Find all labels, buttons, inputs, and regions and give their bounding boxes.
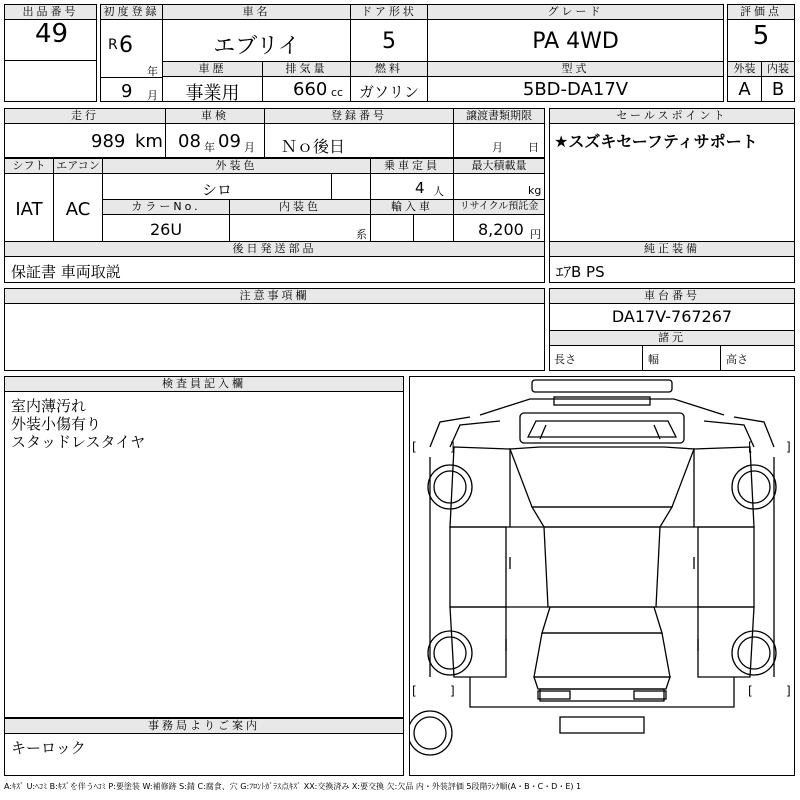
inspector-box xyxy=(4,376,404,718)
grade-box xyxy=(427,4,724,62)
reg-year: 6 xyxy=(119,33,133,58)
fuel-box xyxy=(350,61,428,102)
lot-number-label: 出品番号 xyxy=(5,5,96,20)
ext-grade: A xyxy=(738,79,751,100)
dims-label: 諸元 xyxy=(550,331,794,346)
width-label: 幅 xyxy=(648,353,659,366)
displacement-unit: cc xyxy=(331,86,344,99)
svg-text:[: [ xyxy=(412,684,417,698)
displacement: 660 xyxy=(293,79,328,100)
reg-month: 9 xyxy=(121,81,133,102)
int-color-unit: 系 xyxy=(356,228,367,241)
length-label: 長さ xyxy=(554,353,576,366)
year-unit: 年 xyxy=(147,65,158,78)
first-registration-label: 初度登録 xyxy=(101,5,162,20)
fuel: ガソリン xyxy=(358,83,419,101)
svg-text:[: [ xyxy=(748,684,753,698)
displacement-label: 排気量 xyxy=(263,62,350,77)
notes-box xyxy=(4,288,545,371)
max-load-unit: kg xyxy=(528,184,542,197)
mileage-unit: km xyxy=(135,131,163,152)
shift-box xyxy=(4,158,54,242)
later-parts-box xyxy=(4,241,545,283)
grade: PA 4WD xyxy=(532,29,619,54)
ext-color-box xyxy=(102,158,371,200)
capacity-label: 乗車定員 xyxy=(371,159,453,174)
svg-text:]: ] xyxy=(786,440,791,454)
score: 5 xyxy=(752,21,770,51)
transfer-box xyxy=(453,108,545,158)
reg-no: Ｎｏ後日 xyxy=(281,137,346,156)
sales-point-label: セールスポイント xyxy=(550,109,794,124)
ac: AC xyxy=(65,199,91,220)
office-label: 事務局よりご案内 xyxy=(5,719,403,734)
transfer-label: 譲渡書類期限 xyxy=(454,109,544,124)
doors-box xyxy=(350,4,428,62)
chassis-box xyxy=(549,288,795,371)
svg-text:]: ] xyxy=(786,684,791,698)
mileage-box xyxy=(4,108,166,158)
color-no-box xyxy=(102,199,230,242)
doors: 5 xyxy=(382,29,396,54)
ext-color: シロ xyxy=(201,181,232,199)
car-name: エブリイ xyxy=(213,34,300,59)
import-label: 輸入車 xyxy=(371,200,453,215)
ext-grade-label: 外装 xyxy=(728,62,761,77)
int-color-box xyxy=(229,199,371,242)
color-no: 26U xyxy=(149,220,183,239)
model-box xyxy=(427,61,724,102)
inspection-label: 車検 xyxy=(166,109,264,124)
capacity: 4 xyxy=(415,179,425,197)
sales-point-box xyxy=(549,108,795,242)
ext-color-label: 外装色 xyxy=(103,159,370,174)
chassis-label: 車台番号 xyxy=(550,289,794,304)
later-parts-label: 後日発送部品 xyxy=(5,242,544,257)
inspector-line-2: 外装小傷有り xyxy=(11,415,102,433)
int-grade: B xyxy=(771,79,785,100)
insp-month-unit: 月 xyxy=(244,141,255,154)
grade-label: グレード xyxy=(428,5,723,20)
svg-text:]: ] xyxy=(450,440,455,454)
ac-label: エアコン xyxy=(54,159,102,174)
car-name-box xyxy=(162,4,351,62)
height-label: 高さ xyxy=(726,353,748,366)
model-label: 型式 xyxy=(428,62,723,77)
sales-point: ★スズキセーフティサポート xyxy=(554,132,758,151)
later-parts: 保証書 車両取説 xyxy=(11,263,121,281)
history-label: 車歴 xyxy=(163,62,262,77)
car-diagram-svg xyxy=(410,377,794,775)
office-box xyxy=(4,718,404,776)
chassis-no: DA17V-767267 xyxy=(611,307,733,326)
import-box xyxy=(370,199,454,242)
shift-label: シフト xyxy=(5,159,53,174)
capacity-unit: 人 xyxy=(433,185,444,198)
insp-year: 08 xyxy=(178,131,201,152)
inspection-box xyxy=(165,108,265,158)
capacity-box xyxy=(370,158,454,200)
recycle: 8,200 xyxy=(478,220,524,239)
max-load-label: 最大積載量 xyxy=(454,159,544,174)
car-name-label: 車名 xyxy=(163,5,350,20)
lot-number: 49 xyxy=(35,19,69,49)
recycle-box xyxy=(453,199,545,242)
insp-month: 09 xyxy=(218,131,241,152)
mileage-label: 走行 xyxy=(5,109,165,124)
int-color-label: 内装色 xyxy=(230,200,370,215)
int-grade-box xyxy=(761,61,795,102)
inspector-line-1: 室内薄汚れ xyxy=(11,397,87,415)
transfer-month: 月 xyxy=(492,141,503,154)
equipment-box xyxy=(549,241,795,283)
svg-text:]: ] xyxy=(450,684,455,698)
recycle-label: リサイクル預託金 xyxy=(454,200,544,215)
history-box xyxy=(162,61,263,102)
inspector-line-3: スタッドレスタイヤ xyxy=(11,433,146,451)
notes-label: 注意事項欄 xyxy=(5,289,544,304)
max-load-box xyxy=(453,158,545,200)
svg-text:[: [ xyxy=(412,440,417,454)
equipment: ｴｱB PS xyxy=(556,263,605,281)
reg-no-label: 登録番号 xyxy=(265,109,453,124)
recycle-unit: 円 xyxy=(530,228,541,241)
first-registration-box xyxy=(100,4,163,102)
car-diagram xyxy=(409,376,795,776)
color-no-label: カラーNo. xyxy=(103,200,229,215)
ac-box xyxy=(53,158,103,242)
equipment-label: 純正装備 xyxy=(550,242,794,257)
office-note: キーロック xyxy=(11,739,86,757)
mileage: 989 xyxy=(91,131,126,152)
shift: IAT xyxy=(15,199,43,220)
insp-year-unit: 年 xyxy=(204,141,215,154)
int-grade-label: 内装 xyxy=(762,62,794,77)
score-box xyxy=(727,4,795,62)
transfer-day: 日 xyxy=(528,141,539,154)
reg-no-box xyxy=(264,108,454,158)
score-label: 評価点 xyxy=(728,5,794,20)
model: 5BD-DA17V xyxy=(522,79,629,100)
fuel-label: 燃料 xyxy=(351,62,427,77)
doors-label: ドア形状 xyxy=(351,5,427,20)
era: R xyxy=(108,37,118,53)
lot-number-box xyxy=(4,4,97,61)
displacement-box xyxy=(262,61,351,102)
lot-number-blank xyxy=(4,60,97,102)
svg-text:[: [ xyxy=(748,440,753,454)
inspector-label: 検査員記入欄 xyxy=(5,377,403,392)
ext-grade-box xyxy=(727,61,762,102)
history: 事業用 xyxy=(185,83,240,104)
legend: A:ｷｽﾞ U:ﾍｺﾐ B:ｷｽﾞを伴うﾍｺﾐ P:要塗装 W:補修跡 S:錆 C:腐食、穴 G:ﾌﾛﾝﾄｶﾞﾗｽ点ｷｽﾞ XX:交換済み X:要交換 欠:欠品 内・外装評価 5段階ﾗﾝｸ順(A・B・C・D・E) 1 xyxy=(4,782,582,791)
month-unit: 月 xyxy=(147,89,158,102)
